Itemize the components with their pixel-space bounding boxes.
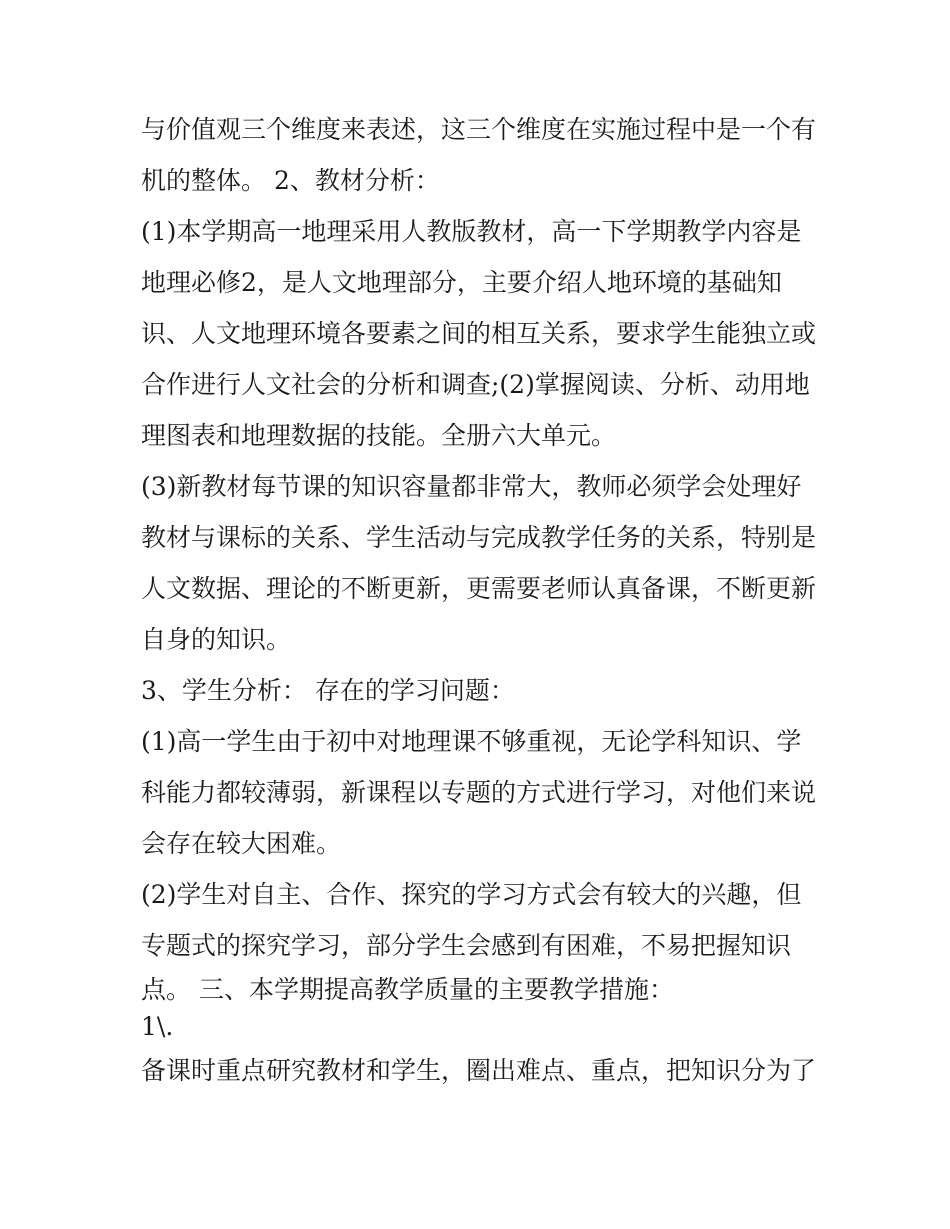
text-line: 识、人文地理环境各要素之间的相互关系，要求学生能独立或 [141,319,817,348]
text-line: 3、学生分析： 存在的学习问题： [141,676,515,705]
text-line: (1)本学期高一地理采用人教版教材，高一下学期教学内容是 [141,217,802,246]
text-line: 备课时重点研究教材和学生，圈出难点、重点，把知识分为了 [141,1056,817,1085]
text-line: 科能力都较薄弱，新课程以专题的方式进行学习，对他们来说 [141,778,817,807]
text-line: 专题式的探究学习，部分学生会感到有困难，不易把握知识 [141,931,792,960]
text-line: 合作进行人文社会的分析和调查;(2)掌握阅读、分析、动用地 [141,370,810,399]
text-line: 自身的知识。 [141,625,292,654]
text-line: 与价值观三个维度来表述，这三个维度在实施过程中是一个有 [141,115,817,144]
text-line: 理图表和地理数据的技能。全册六大单元。 [141,421,617,450]
text-line: 机的整体。 2、教材分析： [141,166,440,195]
text-line: 地理必修2，是人文地理部分，主要介绍人地环境的基础知 [141,268,782,297]
text-line: 教材与课标的关系、学生活动与完成教学任务的关系，特别是 [141,523,817,552]
text-line: (3)新教材每节课的知识容量都非常大，教师必须学会处理好 [141,472,802,501]
document-body [141,104,831,1096]
text-line: 人文数据、理论的不断更新，更需要老师认真备课，不断更新 [141,574,817,603]
text-line: 会存在较大困难。 [141,829,342,858]
text-line: (1)高一学生由于初中对地理课不够重视，无论学科知识、学 [141,727,802,756]
text-line: 点。 三、本学期提高教学质量的主要教学措施： [141,975,674,1004]
text-line: (2)学生对自主、合作、探究的学习方式会有较大的兴趣，但 [141,880,802,909]
text-line: 1\. [141,1012,174,1041]
